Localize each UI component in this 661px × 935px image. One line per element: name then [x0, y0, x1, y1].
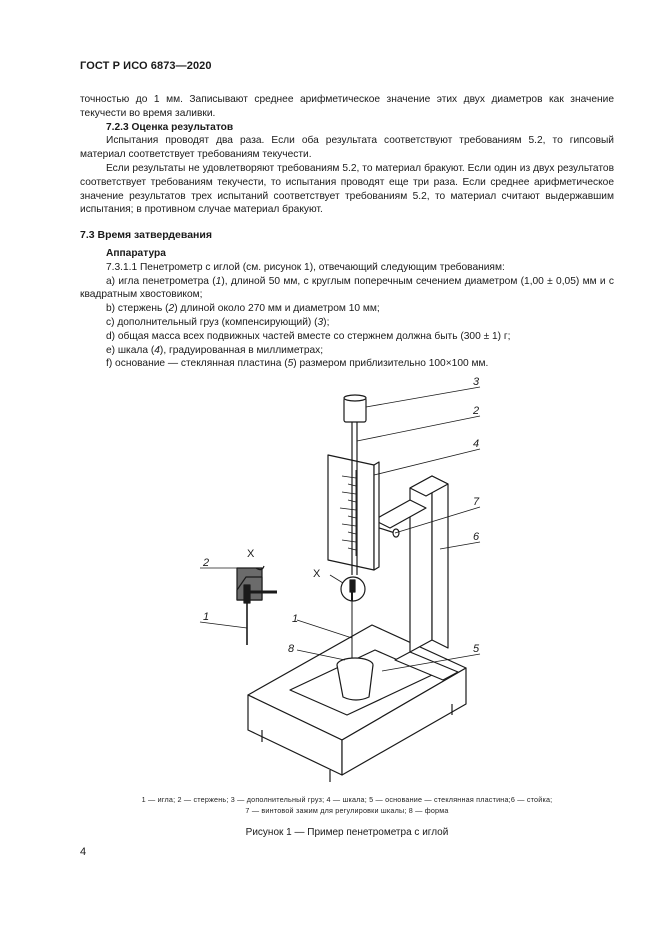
list-item: e) шкала (4), градуированная в миллиметрах; — [106, 344, 324, 356]
list-item: f) основание — стеклянная пластина (5) размером приблизительно 100×100 мм. — [106, 358, 489, 370]
document-code: ГОСТ Р ИСО 6873—2020 — [80, 60, 212, 72]
page-number: 4 — [80, 846, 87, 858]
callout-x-main: X — [313, 568, 321, 580]
list-item: a) игла пенетрометра (1), длиной 50 мм, с круглым поперечным сечением диаметром (1,00 ± 0,05) мм и с квадратным хвостовиком; — [80, 275, 614, 301]
paragraph: Испытания проводят два раза. Если оба результата соответствуют требованиям 5.2, то гипсовый материал соответствует требованиям текучести. — [80, 135, 614, 161]
callout-1-detail: 1 — [203, 611, 210, 623]
subheading-apparatus: Аппаратура — [106, 247, 166, 259]
callout-6: 6 — [473, 531, 480, 543]
legend-line: 7 — винтовой зажим для регулировки шкалы; 8 — форма — [245, 806, 449, 815]
figure-legend — [80, 794, 614, 816]
callout-2-detail: 2 — [203, 557, 210, 569]
callout-2: 2 — [473, 405, 480, 417]
form-body — [337, 665, 373, 700]
paragraph: Если результаты не удовлетворяют требованиям 5.2, то материал бракуют. Если один из двух результатов соответствует требованиям текучести, то испытания проводят еще три раза. Если среднее арифметическое значение результатов трех испытаний соответствует требованиям 5.2, то материал считают выдержавшим испытания; в противном случае материал бракуют. — [80, 162, 614, 216]
section-heading-7-3: 7.3 Время затвердевания — [80, 229, 212, 242]
needle-holder — [350, 580, 355, 592]
body-text — [80, 93, 614, 371]
callout-4: 4 — [473, 438, 480, 450]
paragraph: точностью до 1 мм. Записывают среднее арифметическое значение этих двух диаметров как значение текучести во время заливки. — [80, 94, 614, 119]
list-item: b) стержень (2) длиной около 270 мм и диаметром 10 мм; — [106, 303, 380, 315]
stand-side — [432, 476, 448, 648]
list-item: c) дополнительный груз (компенсирующий) (3); — [106, 316, 330, 328]
callout-7: 7 — [473, 496, 480, 508]
callout-x-detail: X — [247, 548, 255, 560]
penetrometer-drawing — [190, 362, 510, 792]
callout-8: 8 — [288, 643, 295, 655]
figure-caption: Рисунок 1 — Пример пенетрометра с иглой — [245, 827, 449, 838]
legend-line: 1 — игла; 2 — стержень; 3 — дополнительный груз; 4 — шкала; 5 — основание — стеклянная пластина;6 — стойка; — [141, 795, 553, 804]
paragraph: 7.3.1.1 Пенетрометр с иглой (см. рисунок 1), отвечающий следующим требованиям: — [106, 261, 505, 273]
callout-5: 5 — [473, 643, 480, 655]
section-heading-7-2-3: 7.2.3 Оценка результатов — [106, 121, 234, 133]
callout-1: 1 — [292, 613, 299, 625]
scale-edge — [374, 462, 379, 570]
scale-plate — [328, 455, 374, 570]
penetrometer-figure — [190, 362, 510, 792]
callout-3: 3 — [473, 376, 480, 388]
list-item: d) общая масса всех подвижных частей вместе со стержнем должна быть (300 ± 1) г; — [106, 330, 511, 342]
counterweight-top — [344, 395, 366, 401]
detail-tail — [244, 585, 250, 603]
